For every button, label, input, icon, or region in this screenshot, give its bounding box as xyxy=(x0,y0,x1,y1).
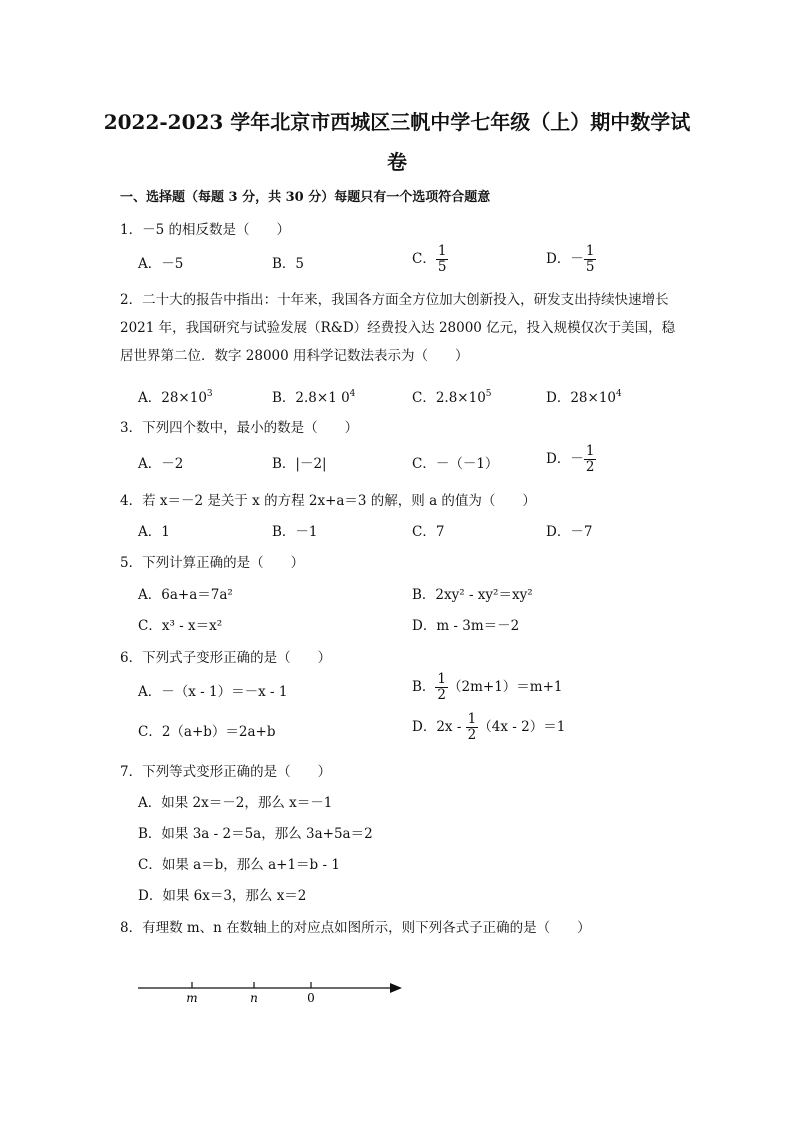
label-m: m xyxy=(186,991,198,1005)
section-heading: 一、选择题（每题 3 分，共 30 分）每题只有一个选项符合题意 xyxy=(120,190,491,205)
q5-option-c: C．x³ - x＝x² xyxy=(138,618,223,634)
denominator: 5 xyxy=(437,259,447,275)
arrow-head-icon xyxy=(390,983,402,993)
q6-option-c: C．2（a+b）＝2a+b xyxy=(138,724,276,740)
question-7-stem: 7．下列等式变形正确的是（ ） xyxy=(120,764,332,780)
numerator: 1 xyxy=(437,671,447,687)
page-title-continued: 卷 xyxy=(387,150,407,174)
q3-option-b: B．|－2| xyxy=(272,456,327,472)
page-title: 2022-2023 学年北京市西城区三帆中学七年级（上）期中数学试 xyxy=(103,110,691,134)
question-8-stem: 8．有理数 m、n 在数轴上的对应点如图所示，则下列各式子正确的是（ ） xyxy=(120,920,591,936)
q6-option-b: B． $\frac{1}{2}$ （2m+1）＝m+1 xyxy=(412,671,563,703)
q5-option-a: A．6a+a＝7a² xyxy=(138,587,233,603)
q7-option-a: A．如果 2x＝－2，那么 x＝－1 xyxy=(138,795,333,811)
q4-option-c: C．7 xyxy=(412,524,445,540)
numerator: 1 xyxy=(467,711,477,727)
q2-option-d: D．$28\times 10^4$ xyxy=(546,389,622,406)
numerator: 1 xyxy=(585,243,595,259)
q2-option-a: A．$28\times 10^3$ xyxy=(138,389,213,406)
q4-option-a: A．1 xyxy=(138,524,170,540)
q2-option-b: B．2.8×1 $0^4$ xyxy=(272,389,356,406)
label-zero: 0 xyxy=(307,991,315,1005)
q1-option-c: C． $\frac{1}{5}$ xyxy=(412,243,447,275)
question-2-stem: 2．二十大的报告中指出：十年来，我国各方面全方位加大创新投入，研发支出持续快速增长 2021 年，我国研究与试验发展（R&D）经费投入达 28000 亿元，投入规模仅次于美国，稳居世界第二位．数字 28000 用科学记数法表示为（ ） xyxy=(120,292,676,364)
q7-option-d: D．如果 6x＝3，那么 x＝2 xyxy=(138,888,307,904)
denominator: 2 xyxy=(467,727,477,743)
label-n: n xyxy=(250,991,258,1005)
denominator: 2 xyxy=(437,687,447,703)
q1-option-a: A．－5 xyxy=(138,256,184,272)
q1-option-b: B．5 xyxy=(272,256,305,272)
q3-option-c: C．－（－1） xyxy=(412,456,499,472)
q2-option-c: C．$2.8\times 10^5$ xyxy=(412,389,492,406)
q1-option-d: D．－ $\frac{1}{5}$ xyxy=(546,243,595,275)
q6-option-a: A．－（x - 1）＝－x - 1 xyxy=(138,684,288,700)
q5-option-d: D．m - 3m＝－2 xyxy=(412,618,520,634)
numerator: 1 xyxy=(585,443,595,459)
q6-option-d: D．2x - $\frac{1}{2}$ （4x - 2）＝1 xyxy=(412,711,566,743)
number-line-figure xyxy=(130,972,410,1012)
q7-option-c: C．如果 a＝b，那么 a+1＝b - 1 xyxy=(138,857,340,873)
question-4-stem: 4．若 x＝－2 是关于 x 的方程 2x+a＝3 的解，则 a 的值为（ ） xyxy=(120,493,536,509)
question-3-stem: 3．下列四个数中，最小的数是（ ） xyxy=(120,420,359,436)
question-5-stem: 5．下列计算正确的是（ ） xyxy=(120,555,305,571)
q3-option-a: A．－2 xyxy=(138,456,184,472)
numerator: 1 xyxy=(437,243,447,259)
q5-option-b: B．2xy² - xy²＝xy² xyxy=(412,587,533,603)
question-1-stem: 1．－5 的相反数是（ ） xyxy=(120,222,290,238)
q4-option-d: D．－7 xyxy=(546,524,593,540)
q3-option-d: D．－ $\frac{1}{2}$ xyxy=(546,443,595,475)
q7-option-b: B．如果 3a - 2＝5a，那么 3a+5a＝2 xyxy=(138,826,373,842)
denominator: 5 xyxy=(585,259,595,275)
q4-option-b: B．－1 xyxy=(272,524,318,540)
denominator: 2 xyxy=(585,459,595,475)
question-6-stem: 6．下列式子变形正确的是（ ） xyxy=(120,650,332,666)
